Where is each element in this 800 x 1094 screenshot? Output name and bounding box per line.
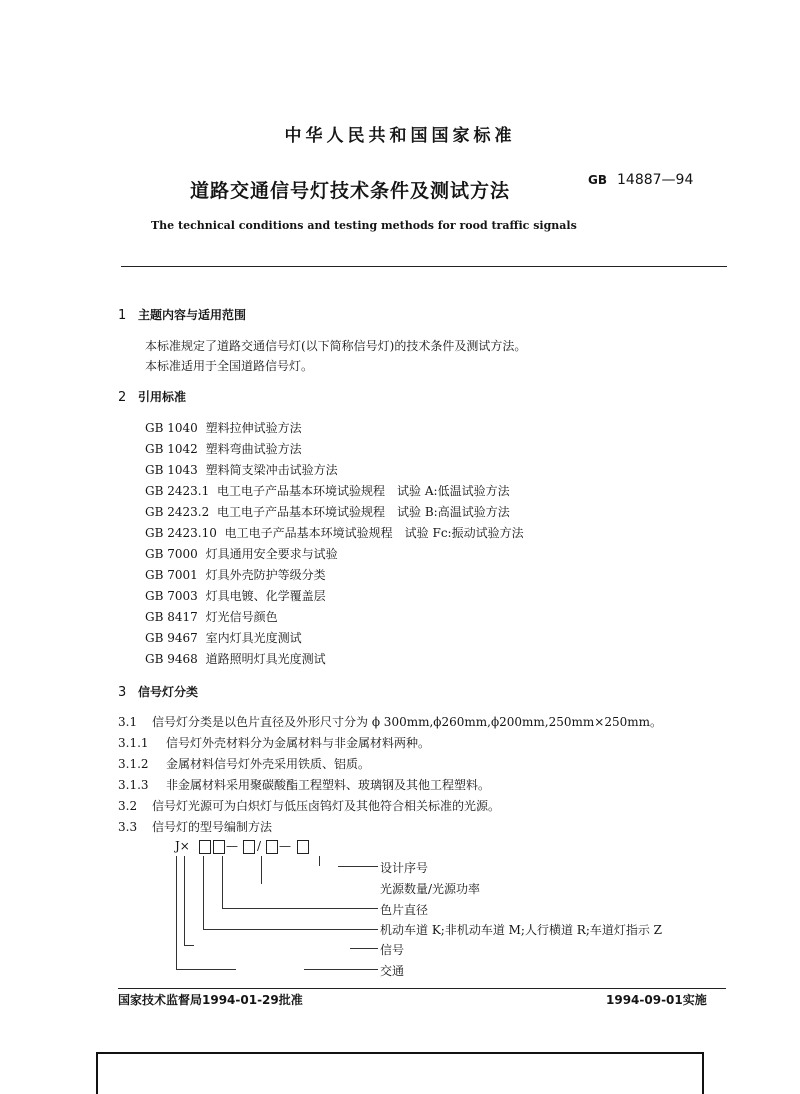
reference-title: 电工电子产品基本环境试验规程 试验 A:低温试验方法 (217, 484, 510, 498)
reference-item (145, 629, 302, 646)
section-1-heading (118, 306, 246, 323)
header-divider (121, 266, 727, 267)
code-box (213, 840, 225, 854)
reference-title: 电工电子产品基本环境试验规程 试验 B:高温试验方法 (217, 505, 510, 519)
code-box (266, 840, 278, 854)
separator-dash: — (226, 839, 238, 853)
reference-code: GB 1043 (145, 463, 198, 477)
section-number: 2 (118, 390, 127, 405)
leader-horizontal (222, 908, 378, 909)
approval-info: 国家技术监督局1994-01-29批准 (118, 993, 303, 1007)
reference-title: 道路照明灯具光度测试 (205, 652, 326, 666)
reference-item (145, 461, 338, 478)
section-number: 3 (118, 685, 127, 700)
reference-code: GB 7003 (145, 589, 198, 603)
leader-vertical (176, 856, 177, 969)
reference-item (145, 608, 278, 625)
paragraph: 本标准适用于全国道路信号灯。 (145, 359, 314, 373)
clause-number: 3.3 (118, 820, 138, 834)
clause-number: 3.1.3 (118, 778, 149, 792)
reference-title: 塑料弯曲试验方法 (205, 442, 302, 456)
diagram-label-light-source: 光源数量/光源功率 (380, 882, 481, 896)
leader-vertical (261, 856, 262, 884)
reference-code: GB 9468 (145, 652, 198, 666)
diagram-label-design-serial: 设计序号 (380, 861, 429, 875)
reference-title: 室内灯具光度测试 (205, 631, 302, 645)
footer-divider (118, 988, 726, 989)
national-standard-header: 中华人民共和国国家标准 (284, 126, 516, 146)
reference-code: GB 2423.10 (145, 526, 217, 540)
reference-code: GB 7001 (145, 568, 198, 582)
leader-horizontal (203, 929, 378, 930)
clause-item (118, 713, 662, 730)
clause-item (118, 734, 430, 751)
reference-title: 灯具外壳防护等级分类 (205, 568, 326, 582)
document-title: 道路交通信号灯技术条件及测试方法 (190, 180, 511, 202)
document-title-english: The technical conditions and testing methods for rood traffic signals (151, 219, 577, 232)
reference-code: GB 1040 (145, 421, 198, 435)
reference-item (145, 482, 510, 499)
clause-number: 3.1.1 (118, 736, 149, 750)
reference-item (145, 419, 302, 436)
leader-vertical (319, 856, 320, 866)
separator-dash: — (279, 839, 291, 853)
reference-title: 电工电子产品基本环境试验规程 试验 Fc:振动试验方法 (224, 526, 524, 540)
reference-title: 灯具通用安全要求与试验 (205, 547, 338, 561)
clause-item (118, 797, 500, 814)
clause-number: 3.1 (118, 715, 138, 729)
reference-item (145, 524, 524, 541)
reference-code: GB 2423.1 (145, 484, 210, 498)
section-title: 主题内容与适用范围 (138, 308, 247, 322)
standard-number: 14887—94 (617, 172, 694, 188)
section-2-heading (118, 388, 186, 405)
effective-date: 1994-09-01实施 (606, 993, 707, 1007)
reference-item (145, 545, 338, 562)
reference-code: GB 2423.2 (145, 505, 210, 519)
section-title: 引用标准 (138, 390, 187, 404)
standard-prefix: GB (588, 173, 607, 187)
leader-vertical (222, 856, 223, 908)
clause-item (118, 755, 370, 772)
reference-code: GB 9467 (145, 631, 198, 645)
clause-text: 信号灯外壳材料分为金属材料与非金属材料两种。 (166, 736, 431, 750)
reference-title: 塑料简支梁冲击试验方法 (205, 463, 338, 477)
separator-slash: / (257, 839, 262, 853)
clause-item (118, 818, 272, 835)
leader-horizontal (184, 945, 194, 946)
clause-text: 金属材料信号灯外壳采用铁质、铝质。 (166, 757, 371, 771)
leader-horizontal (350, 948, 378, 949)
reference-title: 塑料拉伸试验方法 (205, 421, 302, 435)
diagram-label-lens-diameter: 色片直径 (380, 903, 429, 917)
diagram-label-signal: 信号 (380, 943, 405, 957)
reference-title: 灯光信号颜色 (205, 610, 278, 624)
clause-number: 3.1.2 (118, 757, 149, 771)
reference-title: 灯具电镀、化学覆盖层 (205, 589, 326, 603)
clause-text: 信号灯的型号编制方法 (152, 820, 273, 834)
reference-code: GB 1042 (145, 442, 198, 456)
reference-item (145, 440, 302, 457)
code-box (243, 840, 255, 854)
reference-item (145, 503, 510, 520)
reference-item (145, 566, 326, 583)
model-prefix: J× (175, 839, 190, 853)
section-number: 1 (118, 308, 127, 323)
section-title: 信号灯分类 (138, 685, 199, 699)
section-3-heading (118, 683, 198, 700)
leader-horizontal (176, 969, 236, 970)
standard-code (588, 172, 693, 188)
reference-item (145, 650, 326, 667)
clause-text: 信号灯光源可为白炽灯与低压卤钨灯及其他符合相关标准的光源。 (152, 799, 501, 813)
paragraph: 本标准规定了道路交通信号灯(以下简称信号灯)的技术条件及测试方法。 (145, 339, 527, 353)
reference-code: GB 7000 (145, 547, 198, 561)
clause-text: 非金属材料采用聚碳酸酯工程塑料、玻璃钢及其他工程塑料。 (166, 778, 491, 792)
clause-number: 3.2 (118, 799, 138, 813)
diagram-label-lane-type: 机动车道 K;非机动车道 M;人行横道 R;车道灯指示 Z (380, 923, 663, 937)
leader-vertical (184, 856, 185, 945)
clause-text: 信号灯分类是以色片直径及外形尺寸分为 ϕ 300mm,ϕ260mm,ϕ200mm,250mm×250mm。 (152, 715, 662, 729)
reference-item (145, 587, 326, 604)
clause-item (118, 776, 490, 793)
leader-vertical (203, 856, 204, 929)
leader-horizontal (338, 866, 378, 867)
code-box (297, 840, 309, 854)
leader-horizontal (304, 969, 378, 970)
code-box (199, 840, 211, 854)
reference-code: GB 8417 (145, 610, 198, 624)
diagram-label-traffic: 交通 (380, 964, 405, 978)
